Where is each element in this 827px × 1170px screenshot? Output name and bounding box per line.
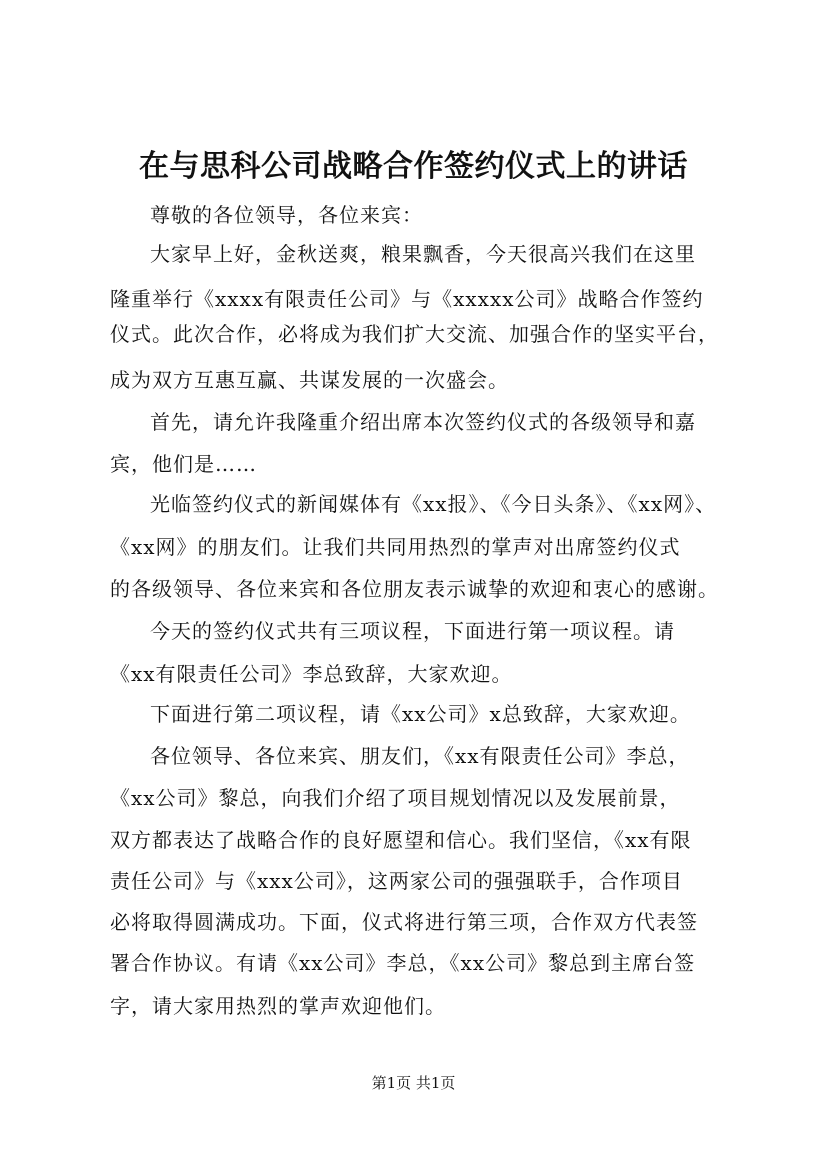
- paragraph-line: 光临签约仪式的新闻媒体有《xx报》、《今日头条》、《xx网》、: [150, 492, 717, 516]
- paragraph-line: 的各级领导、各位来宾和各位朋友表示诚挚的欢迎和衷心的感谢。: [110, 577, 719, 601]
- paragraph-line: 《xx网》的朋友们。让我们共同用热烈的掌声对出席签约仪式: [110, 535, 681, 559]
- page-footer: 第1页 共1页: [371, 1074, 456, 1092]
- paragraph-line: 《xx有限责任公司》李总致辞，大家欢迎。: [110, 662, 513, 686]
- paragraph-line: 隆重举行《xxxx有限责任公司》与《xxxxx公司》战略合作签约: [110, 287, 704, 311]
- paragraph-line: 仪式。此次合作，必将成为我们扩大交流、加强合作的坚实平台，: [110, 322, 719, 346]
- paragraph-line: 责任公司》与《xxx公司》，这两家公司的强强联手，合作项目: [110, 869, 683, 893]
- paragraph-line: 首先，请允许我隆重介绍出席本次签约仪式的各级领导和嘉: [150, 410, 696, 434]
- paragraph-line: 《xx公司》黎总，向我们介绍了项目规划情况以及发展前景，: [110, 786, 681, 810]
- paragraph-line: 各位领导、各位来宾、朋友们，《xx有限责任公司》李总，: [150, 744, 690, 768]
- paragraph-line: 宾，他们是……: [110, 452, 257, 476]
- paragraph-line: 下面进行第二项议程，请《xx公司》x总致辞，大家欢迎。: [150, 702, 691, 726]
- paragraph-line: 大家早上好，金秋送爽，粮果飘香，今天很高兴我们在这里: [150, 242, 696, 266]
- paragraph-line: 字，请大家用热烈的掌声欢迎他们。: [110, 994, 446, 1018]
- document-title: 在与思科公司战略合作签约仪式上的讲话: [139, 149, 688, 184]
- salutation-line: 尊敬的各位领导，各位来宾：: [150, 203, 423, 227]
- paragraph-line: 今天的签约仪式共有三项议程，下面进行第一项议程。请: [150, 619, 675, 643]
- paragraph-line: 双方都表达了战略合作的良好愿望和信心。我们坚信，《xx有限: [110, 828, 692, 852]
- paragraph-line: 成为双方互惠互赢、共谋发展的一次盛会。: [110, 368, 509, 392]
- paragraph-line: 必将取得圆满成功。下面，仪式将进行第三项，合作双方代表签: [110, 910, 698, 934]
- paragraph-line: 署合作协议。有请《xx公司》李总，《xx公司》黎总到主席台签: [110, 951, 696, 975]
